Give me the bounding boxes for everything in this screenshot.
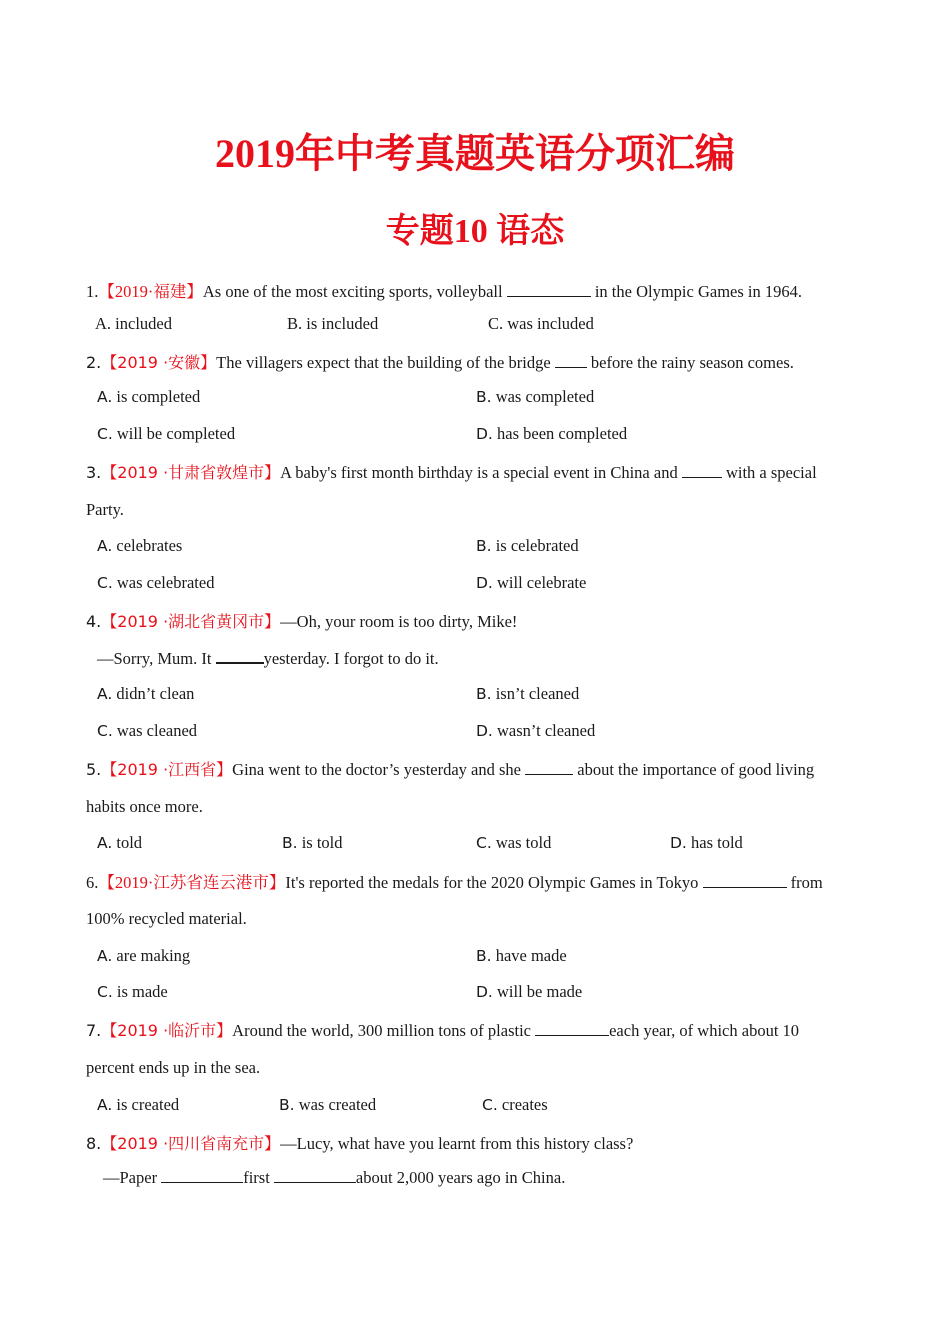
- option: [97, 536, 182, 556]
- option-letter: A.: [97, 834, 113, 852]
- option-text: didn’t clean: [116, 684, 195, 703]
- question-5-continuation: habits once more.: [86, 797, 203, 816]
- option-text: will be made: [497, 982, 583, 1001]
- question-text: before the rainy season comes.: [590, 353, 794, 372]
- option-text: will celebrate: [497, 573, 587, 592]
- question-source: 【2019 ·四川省南充市】: [101, 1134, 281, 1153]
- question-6-stem: [86, 869, 823, 893]
- question-text: Around the world, 300 million tons of plastic: [232, 1021, 531, 1040]
- option-letter: D.: [670, 834, 687, 852]
- question-text: about the importance of good living: [577, 760, 815, 779]
- option-text: is told: [301, 833, 343, 852]
- question-source: 【2019 ·甘肃省敦煌市】: [101, 463, 281, 482]
- option-letter: D.: [476, 983, 493, 1001]
- option-text: was completed: [495, 387, 595, 406]
- question-text: —Paper: [103, 1168, 158, 1187]
- question-source: 【2019 ·临沂市】: [101, 1021, 233, 1040]
- option: [476, 982, 582, 1002]
- option: [476, 946, 567, 966]
- question-8-reply: [103, 1168, 565, 1188]
- answer-blank: [507, 282, 591, 297]
- option: [97, 946, 190, 966]
- answer-blank: [535, 1021, 609, 1036]
- question-8-stem: [86, 1131, 633, 1154]
- option-text: celebrates: [116, 536, 183, 555]
- question-3-continuation: Party.: [86, 500, 124, 519]
- option: [282, 833, 343, 853]
- option-letter: C.: [97, 574, 113, 592]
- question-number: 5.: [86, 760, 102, 779]
- option-text: isn’t cleaned: [495, 684, 580, 703]
- question-5-stem: [86, 757, 814, 780]
- option-letter: A.: [97, 388, 113, 406]
- question-6-continuation: 100% recycled material.: [86, 909, 247, 928]
- option: B. is included: [287, 314, 379, 333]
- question-3-stem: [86, 460, 817, 483]
- question-source: 【2019·江苏省连云港市】: [98, 873, 286, 892]
- option-text: wasn’t cleaned: [497, 721, 596, 740]
- option-letter: D.: [476, 574, 493, 592]
- option-text: are making: [116, 946, 191, 965]
- option: [97, 684, 194, 704]
- option-letter: A.: [97, 537, 113, 555]
- question-text: It's reported the medals for the 2020 Olympic Games in Tokyo: [285, 873, 699, 892]
- option: [97, 424, 235, 444]
- question-text: —Oh, your room is too dirty, Mike!: [280, 612, 518, 631]
- question-text: with a special: [725, 463, 817, 482]
- option: [476, 387, 594, 407]
- question-7-stem: [86, 1018, 799, 1041]
- answer-blank: [274, 1168, 356, 1183]
- option-text: will be completed: [116, 424, 236, 443]
- option-letter: A.: [97, 685, 113, 703]
- question-text: —Sorry, Mum. It: [97, 649, 212, 668]
- option-letter: D.: [476, 425, 493, 443]
- question-2-stem: [86, 350, 794, 373]
- question-text: yesterday. I forgot to do it.: [263, 649, 439, 668]
- option-text: is completed: [116, 387, 201, 406]
- option-text: has been completed: [497, 424, 628, 443]
- option-text: told: [116, 833, 143, 852]
- option: [476, 684, 579, 704]
- option-text: was cleaned: [116, 721, 198, 740]
- option-letter: A.: [97, 1096, 113, 1114]
- question-text: Gina went to the doctor’s yesterday and she: [232, 760, 521, 779]
- option: [97, 387, 200, 407]
- option: [97, 573, 214, 593]
- answer-blank: [216, 648, 264, 664]
- document-subtitle: 专题10 语态: [385, 213, 565, 250]
- question-text: from: [790, 873, 823, 892]
- option-letter: B.: [282, 834, 298, 852]
- option-letter: A.: [97, 947, 113, 965]
- option: [482, 1095, 548, 1115]
- question-source: 【2019 ·湖北省黄冈市】: [101, 612, 281, 631]
- option-text: was celebrated: [116, 573, 215, 592]
- answer-blank: [682, 463, 722, 478]
- question-text: each year, of which about 10: [609, 1021, 800, 1040]
- option: [476, 721, 595, 741]
- option-letter: C.: [482, 1096, 498, 1114]
- question-number: 2.: [86, 353, 102, 372]
- option: [476, 573, 586, 593]
- answer-blank: [555, 353, 587, 368]
- question-text: —Lucy, what have you learnt from this history class?: [280, 1134, 634, 1153]
- answer-blank: [703, 873, 787, 888]
- option-text: creates: [501, 1095, 548, 1114]
- option: [476, 424, 627, 444]
- question-source: 【2019 ·江西省】: [101, 760, 233, 779]
- question-number: 6.: [86, 873, 99, 892]
- option-letter: B.: [476, 388, 492, 406]
- option-text: is created: [116, 1095, 180, 1114]
- option: [476, 833, 551, 853]
- option-letter: B.: [476, 537, 492, 555]
- question-number: 3.: [86, 463, 102, 482]
- question-number: 8.: [86, 1134, 102, 1153]
- question-text: about 2,000 years ago in China.: [355, 1168, 566, 1187]
- question-number: 7.: [86, 1021, 102, 1040]
- option-text: is celebrated: [495, 536, 579, 555]
- option-text: have made: [495, 946, 567, 965]
- question-source: 【2019 ·安徽】: [101, 353, 217, 372]
- question-text: first: [243, 1168, 270, 1187]
- question-number: 1.: [86, 282, 99, 301]
- question-source: 【2019·福建】: [98, 282, 203, 301]
- question-4-reply: [97, 648, 439, 669]
- option-letter: B.: [476, 947, 492, 965]
- document-title: 2019年中考真题英语分项汇编: [215, 131, 735, 176]
- option-text: has told: [691, 833, 743, 852]
- option: [97, 721, 197, 741]
- option-letter: C.: [97, 425, 113, 443]
- option: C. was included: [488, 314, 594, 333]
- option-letter: B.: [476, 685, 492, 703]
- option-text: was told: [495, 833, 552, 852]
- question-text: in the Olympic Games in 1964.: [594, 282, 802, 301]
- option-letter: D.: [476, 722, 493, 740]
- option: [279, 1095, 376, 1115]
- option: [97, 833, 142, 853]
- option-letter: C.: [97, 983, 113, 1001]
- option: [97, 982, 168, 1002]
- option-letter: B.: [279, 1096, 295, 1114]
- option: A. included: [95, 314, 172, 333]
- option-letter: C.: [97, 722, 113, 740]
- option-letter: C.: [476, 834, 492, 852]
- option: [476, 536, 579, 556]
- question-7-continuation: percent ends up in the sea.: [86, 1058, 261, 1077]
- question-text: The villagers expect that the building of the bridge: [216, 353, 551, 372]
- option-text: is made: [116, 982, 168, 1001]
- question-1-stem: [86, 278, 802, 302]
- question-text: As one of the most exciting sports, volleyball: [202, 282, 503, 301]
- answer-blank: [525, 760, 573, 775]
- question-number: 4.: [86, 612, 102, 631]
- answer-blank: [161, 1168, 243, 1183]
- option-text: was created: [298, 1095, 377, 1114]
- question-4-stem: [86, 609, 517, 632]
- option: [97, 1095, 179, 1115]
- option: [670, 833, 743, 853]
- question-text: A baby's first month birthday is a special event in China and: [280, 463, 678, 482]
